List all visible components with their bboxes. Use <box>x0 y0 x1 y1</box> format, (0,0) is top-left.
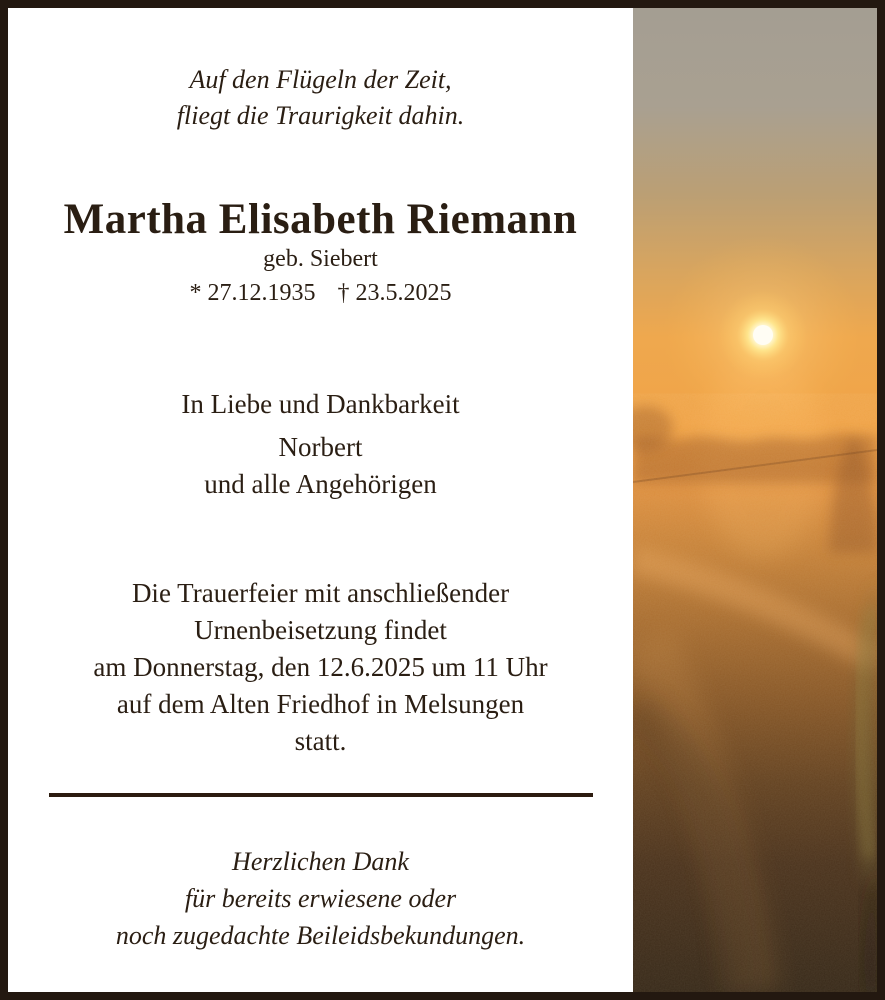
dedication-line-1: In Liebe und Dankbarkeit <box>181 389 460 419</box>
thanks-note <box>8 843 633 954</box>
thanks-line-1: Herzlichen Dank <box>232 847 409 876</box>
thanks-line-3: noch zugedachte Beileidsbekundungen. <box>115 921 526 950</box>
sunrise-over-field-path-photo <box>633 8 877 992</box>
epigraph-line-1: Auf den Flügeln der Zeit, <box>189 65 452 94</box>
birth-date: * 27.12.1935 <box>189 280 316 306</box>
deceased-name: Martha Elisabeth Riemann <box>63 196 578 243</box>
dedication-line-2: Norbert <box>278 432 363 462</box>
dedication <box>8 386 633 503</box>
obituary-text-panel <box>8 8 633 992</box>
life-dates <box>8 279 633 307</box>
funeral-line-5: statt. <box>294 726 347 756</box>
dedication-line-3: und alle Angehörigen <box>204 469 437 499</box>
deceased-block <box>8 196 633 274</box>
funeral-line-3: am Donnerstag, den 12.6.2025 um 11 Uhr <box>93 652 548 682</box>
funeral-details <box>8 575 633 760</box>
funeral-line-2: Urnenbeisetzung findet <box>194 615 447 645</box>
funeral-line-1: Die Trauerfeier mit anschließender <box>131 578 510 608</box>
thanks-line-2: für bereits erwiesene oder <box>184 884 457 913</box>
death-date: † 23.5.2025 <box>337 280 452 306</box>
divider-rule <box>49 793 593 797</box>
maiden-name: geb. Siebert <box>263 246 378 272</box>
funeral-line-4: auf dem Alten Friedhof in Melsungen <box>116 689 525 719</box>
epigraph <box>8 62 633 134</box>
epigraph-line-2: fliegt die Traurigkeit dahin. <box>176 101 465 130</box>
photo-panel <box>633 8 877 992</box>
